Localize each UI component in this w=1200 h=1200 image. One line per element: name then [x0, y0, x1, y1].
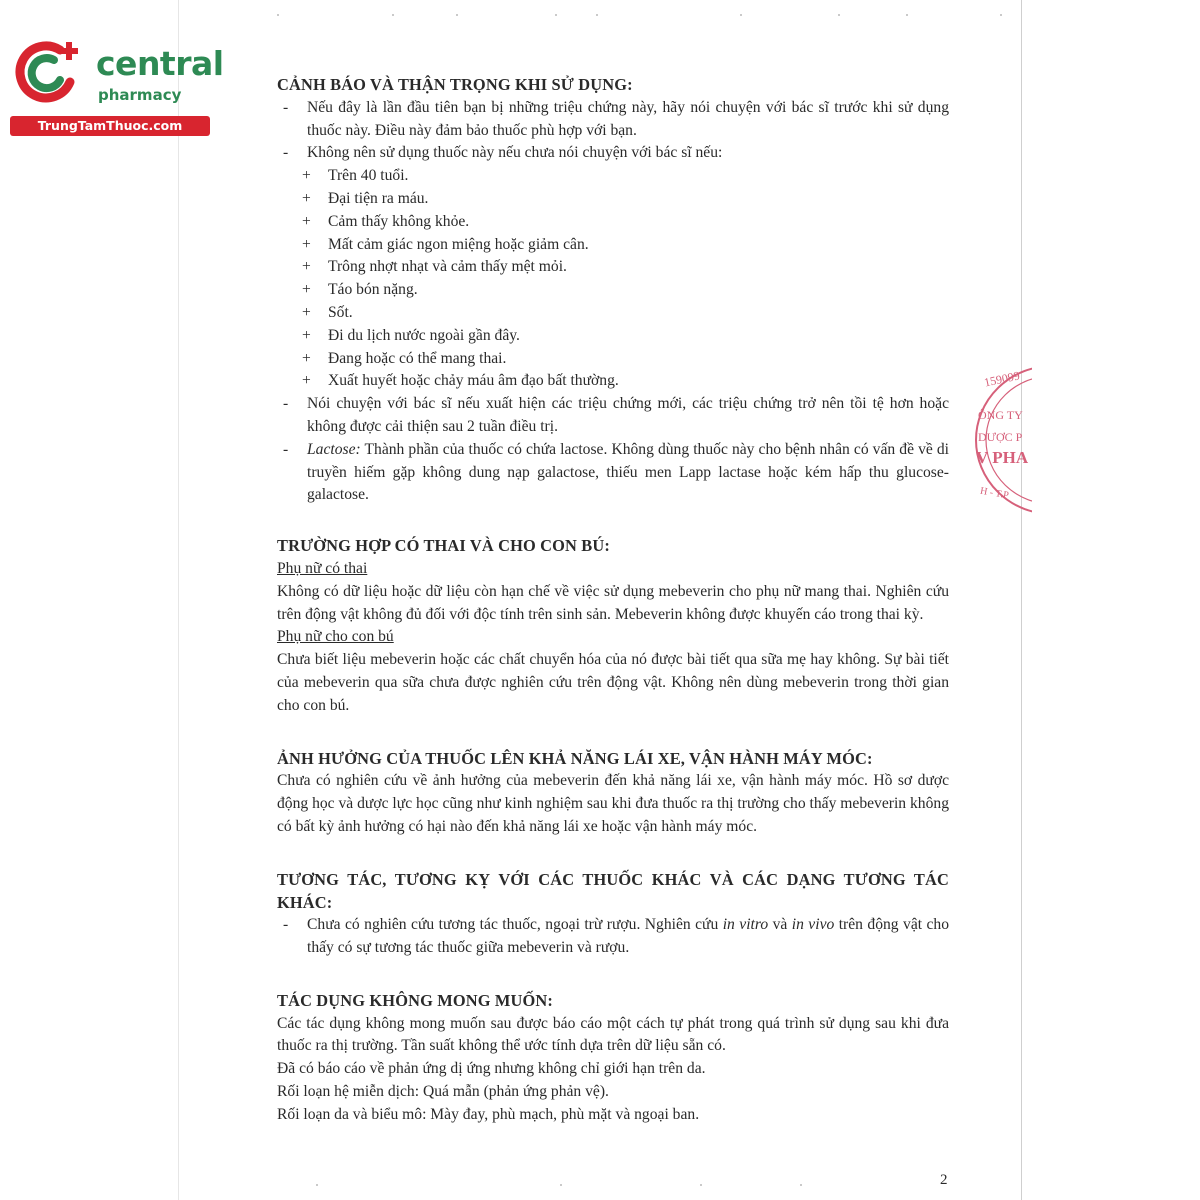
list-item — [277, 142, 949, 165]
bullet-dash: - — [283, 916, 289, 934]
paragraph: Rối loạn da và biểu mô: Mày đay, phù mạch, phù mặt và ngoại ban. — [277, 1105, 700, 1123]
section-interactions — [277, 869, 949, 960]
bullet-dash: - — [283, 144, 289, 162]
sub-list-item — [277, 211, 949, 234]
document-content — [277, 74, 949, 1147]
bullet-plus: + — [302, 372, 311, 390]
section-driving — [277, 748, 949, 839]
section-pregnancy — [277, 535, 949, 717]
bullet-plus: + — [302, 326, 311, 344]
section-title: TƯƠNG TÁC, TƯƠNG KỴ VỚI CÁC THUỐC KHÁC VÀ CÁC DẠNG TƯƠNG TÁC KHÁC: — [277, 869, 949, 912]
section-adverse-effects — [277, 990, 949, 1127]
section-title: CẢNH BÁO VÀ THẬN TRỌNG KHI SỬ DỤNG: — [277, 75, 633, 94]
list-item-text: Nói chuyện với bác sĩ nếu xuất hiện các triệu chứng mới, các triệu chứng trở nên tồi tệ hơn hoặc không được cải thiện sau 2 tuần điều trị. — [307, 395, 949, 435]
sub-item-text: Trên 40 tuổi. — [328, 167, 409, 185]
section-title: TRƯỜNG HỢP CÓ THAI VÀ CHO CON BÚ: — [277, 536, 610, 556]
stamp-line: 159099 — [982, 368, 1021, 390]
sub-item-text: Mất cảm giác ngon miệng hoặc giảm cân. — [328, 235, 589, 253]
bullet-plus: + — [302, 235, 311, 253]
sub-item-text: Cảm thấy không khỏe. — [328, 212, 470, 230]
logo-subtitle: pharmacy — [98, 86, 182, 104]
sub-item-text: Xuất huyết hoặc chảy máu âm đạo bất thường. — [328, 372, 619, 390]
list-item-text: và — [768, 916, 792, 934]
sub-list-item — [277, 256, 949, 279]
paragraph: Các tác dụng không mong muốn sau được báo cáo một cách tự phát trong quá trình sử dụng sau khi đưa thuốc ra thị trường. Tần suất không thể ước tính dựa trên dữ liệu sẵn có. — [277, 1014, 949, 1055]
bullet-plus: + — [302, 167, 311, 185]
list-item — [277, 914, 949, 960]
in-vivo-term: in vivo — [791, 916, 835, 934]
bullet-plus: + — [302, 303, 311, 321]
bullet-plus: + — [302, 212, 311, 230]
paragraph: Chưa có nghiên cứu về ảnh hưởng của mebeverin đến khả năng lái xe, vận hành máy móc. Hồ sơ dược động học và dược lực học cũng như kinh nghiệm sau khi đưa thuốc ra thị trường cho thấy mebeverin không có bất kỳ ảnh hưởng có hại nào đến khả năng lái xe hoặc vận hành máy móc. — [277, 772, 949, 835]
sub-list-item — [277, 279, 949, 302]
sub-item-text: Đại tiện ra máu. — [328, 189, 429, 207]
bullet-plus: + — [302, 258, 311, 276]
list-item-text: Nếu đây là lần đầu tiên bạn bị những triệu chứng này, hãy nói chuyện với bác sĩ trước khi sử dụng thuốc này. Điều này đảm bảo thuốc phù hợp với bạn. — [307, 98, 949, 139]
central-pharmacy-logo — [10, 36, 224, 136]
bullet-plus: + — [302, 189, 311, 207]
logo-wordmark: central — [96, 44, 224, 83]
stamp-line: ÔNG TY — [978, 408, 1023, 422]
bullet-dash: - — [283, 98, 289, 116]
sub-list-item — [277, 348, 949, 371]
sub-item-text: Đi du lịch nước ngoài gần đây. — [328, 326, 520, 344]
subheading-breastfeeding: Phụ nữ cho con bú — [277, 628, 394, 646]
stamp-line: V PHA — [976, 448, 1029, 467]
list-item-text: Thành phần của thuốc có chứa lactose. Không dùng thuốc này cho bệnh nhân có vấn đề về di truyền hiếm gặp không dung nạp galactose, thiếu men Lapp lactase hoặc kém hấp thu glucose-galactose. — [307, 440, 949, 504]
sub-list-item — [277, 165, 949, 188]
lactose-label: Lactose: — [307, 440, 361, 458]
section-title: TÁC DỤNG KHÔNG MONG MUỐN: — [277, 990, 553, 1010]
sub-list-item — [277, 302, 949, 325]
stamp-line: DƯỢC P — [978, 430, 1023, 444]
paragraph: Không có dữ liệu hoặc dữ liệu còn hạn chế về việc sử dụng mebeverin cho phụ nữ mang thai. Nghiên cứu trên động vật không đủ đối với độc tính trên sinh sản. Mebeverin không được khuyến cáo trong thai kỳ. — [277, 582, 949, 623]
bullet-plus: + — [302, 281, 311, 299]
list-item-text: Chưa có nghiên cứu tương tác thuốc, ngoại trừ rượu. Nghiên cứu — [307, 916, 723, 934]
sub-item-text: Táo bón nặng. — [328, 281, 418, 299]
sub-list-item — [277, 370, 949, 393]
bullet-plus: + — [302, 349, 311, 367]
section-title: ẢNH HƯỞNG CỦA THUỐC LÊN KHẢ NĂNG LÁI XE, VẬN HÀNH MÁY MÓC: — [277, 748, 873, 768]
paragraph: Chưa biết liệu mebeverin hoặc các chất chuyển hóa của nó được bài tiết qua sữa mẹ hay không. Sự bài tiết của mebeverin qua sữa chưa được nghiên cứu trên động vật. Không nên dùng mebeverin trong thời gian cho con bú. — [277, 651, 949, 714]
sub-item-text: Trông nhợt nhạt và cảm thấy mệt mỏi. — [328, 258, 567, 276]
sub-list-item — [277, 188, 949, 211]
list-item — [277, 393, 949, 439]
list-item-text: trên động vật cho thấy có sự tương tác thuốc giữa mebeverin và rượu. — [307, 916, 950, 957]
page-number: 2 — [940, 1172, 948, 1188]
stamp-line: H - T.P — [979, 485, 1010, 502]
section-warnings — [277, 74, 949, 507]
sub-list-item — [277, 234, 949, 257]
sub-item-text: Sốt. — [328, 303, 353, 321]
in-vitro-term: in vitro — [722, 916, 769, 934]
list-item — [277, 97, 949, 143]
sub-item-text: Đang hoặc có thể mang thai. — [328, 349, 507, 367]
sub-list-item — [277, 325, 949, 348]
logo-site-banner: TrungTamThuoc.com — [10, 116, 210, 136]
pharmacy-cross-icon — [10, 36, 82, 108]
bullet-dash: - — [283, 440, 289, 458]
company-stamp — [972, 362, 1032, 518]
paragraph: Rối loạn hệ miễn dịch: Quá mẫn (phản ứng phản vệ). — [277, 1083, 609, 1101]
subheading-pregnant: Phụ nữ có thai — [277, 559, 368, 577]
bullet-dash: - — [283, 395, 289, 413]
list-item-text: Không nên sử dụng thuốc này nếu chưa nói chuyện với bác sĩ nếu: — [307, 144, 723, 162]
paragraph: Đã có báo cáo về phản ứng dị ứng nhưng không chỉ giới hạn trên da. — [277, 1060, 706, 1078]
list-item — [277, 439, 949, 507]
